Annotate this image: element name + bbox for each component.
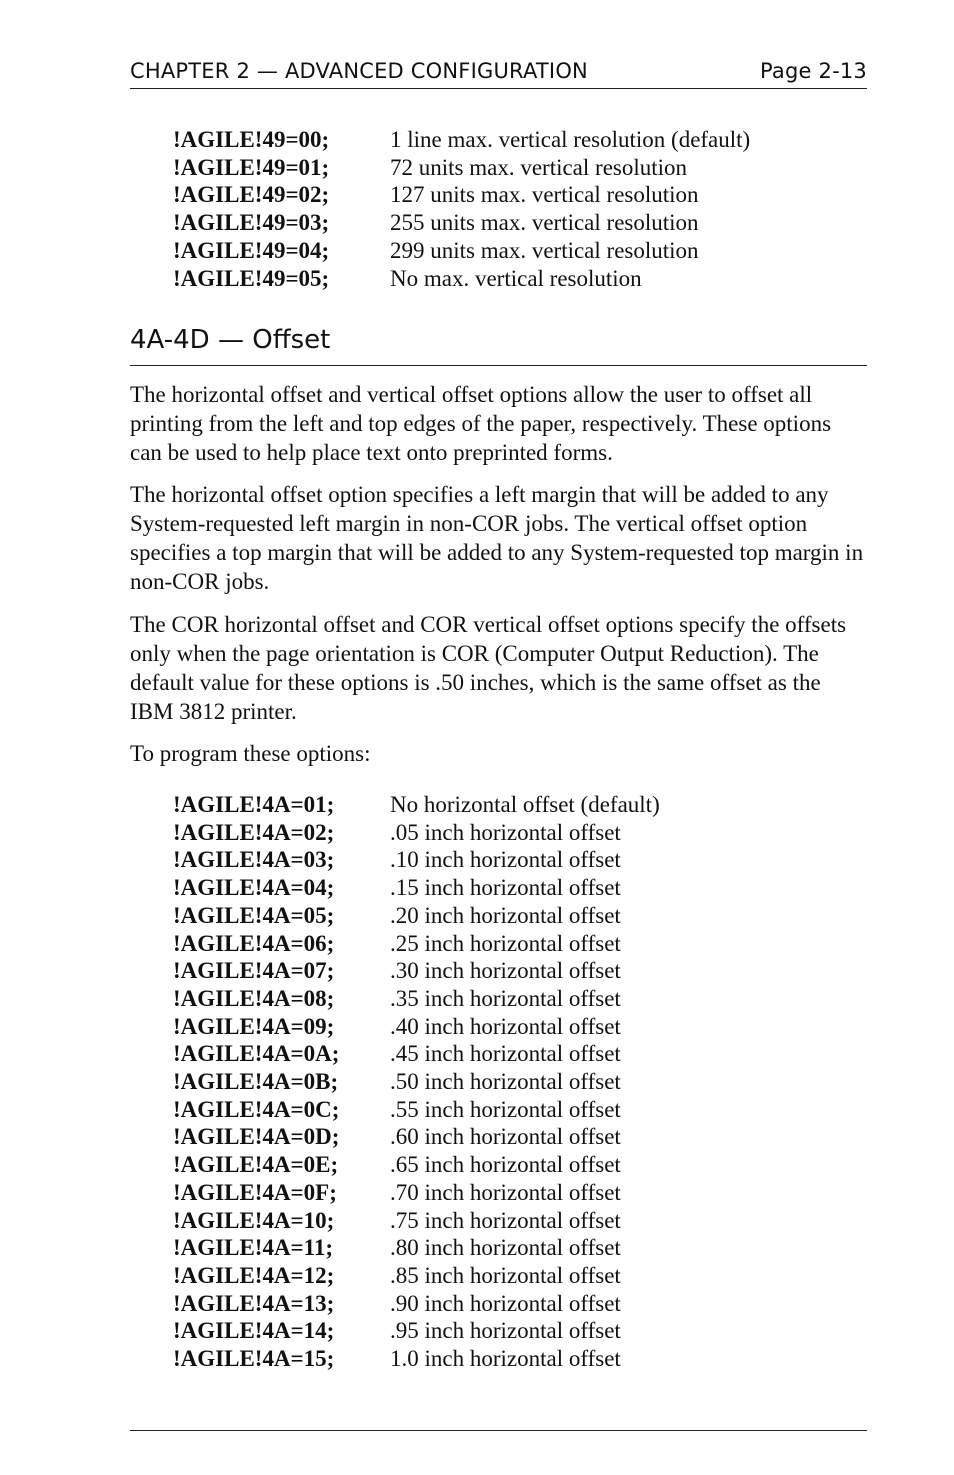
table-row — [173, 1151, 660, 1179]
option-4a-table — [173, 791, 660, 1373]
option-description: .60 inch horizontal offset — [390, 1124, 621, 1150]
option-description: .90 inch horizontal offset — [390, 1290, 621, 1316]
option-description: .80 inch horizontal offset — [390, 1235, 621, 1261]
option-description: .05 inch horizontal offset — [390, 819, 621, 845]
option-code: !AGILE!4A=06; — [173, 930, 335, 956]
table-row — [173, 1040, 660, 1068]
option-code: !AGILE!4A=0C; — [173, 1096, 340, 1122]
option-description: No max. vertical resolution — [390, 265, 642, 291]
option-code: !AGILE!49=00; — [173, 127, 330, 152]
table-row — [173, 1345, 660, 1373]
table-row — [173, 957, 660, 985]
option-code: !AGILE!4A=0F; — [173, 1179, 337, 1205]
option-49-table — [173, 126, 750, 292]
option-code: !AGILE!4A=11; — [173, 1235, 334, 1261]
option-code: !AGILE!49=03; — [173, 210, 330, 236]
page-number: Page 2-13 — [760, 59, 867, 83]
page-header — [130, 58, 867, 89]
table-row — [173, 791, 660, 819]
table-row — [173, 1123, 660, 1151]
option-code: !AGILE!4A=0A; — [173, 1041, 340, 1067]
option-description: .70 inch horizontal offset — [390, 1179, 621, 1205]
option-code: !AGILE!4A=14; — [173, 1318, 335, 1344]
option-description: .45 inch horizontal offset — [390, 1041, 621, 1067]
option-description: 1 line max. vertical resolution (default) — [390, 127, 751, 152]
option-description: .50 inch horizontal offset — [390, 1069, 621, 1095]
table-row — [173, 1317, 660, 1345]
table-row — [173, 265, 750, 293]
option-code: !AGILE!4A=08; — [173, 985, 335, 1011]
option-code: !AGILE!4A=15; — [173, 1346, 335, 1372]
option-description: .65 inch horizontal offset — [390, 1152, 621, 1178]
option-code: !AGILE!4A=12; — [173, 1262, 335, 1288]
option-description: 127 units max. vertical resolution — [390, 182, 699, 208]
body-paragraph-3: The COR horizontal offset and COR vertical offset options specify the offsets only when the page orientation is COR (Computer Output Reduction). The default value for these options is .50 inches, which is the same offset as the IBM 3812 printer. — [130, 612, 847, 724]
option-description: .55 inch horizontal offset — [390, 1096, 621, 1122]
body-paragraph-2: The horizontal offset option specifies a left margin that will be added to any System-requested left margin in non-COR jobs. The vertical offset option specifies a top margin that will be added to any System-requested top margin in non-COR jobs. — [130, 482, 864, 594]
option-code: !AGILE!4A=03; — [173, 847, 335, 873]
option-description: No horizontal offset (default) — [390, 792, 660, 817]
option-description: .25 inch horizontal offset — [390, 930, 621, 956]
option-code: !AGILE!4A=13; — [173, 1290, 335, 1316]
option-description: .75 inch horizontal offset — [390, 1207, 621, 1233]
option-code: !AGILE!4A=07; — [173, 958, 335, 984]
table-row — [173, 209, 750, 237]
option-description: .10 inch horizontal offset — [390, 847, 621, 873]
option-code: !AGILE!49=01; — [173, 154, 330, 180]
option-description: 1.0 inch horizontal offset — [390, 1346, 621, 1372]
body-paragraph-1: The horizontal offset and vertical offset options allow the user to offset all printing from the left and top edges of the paper, respectively. These options can be used to help place text onto preprinted forms. — [130, 382, 832, 465]
option-description: .30 inch horizontal offset — [390, 958, 621, 984]
table-row — [173, 237, 750, 265]
table-row — [173, 846, 660, 874]
table-row — [173, 1234, 660, 1262]
table-row — [173, 126, 750, 154]
option-description: .35 inch horizontal offset — [390, 985, 621, 1011]
table-row — [173, 985, 660, 1013]
option-code: !AGILE!4A=0D; — [173, 1124, 340, 1150]
option-description: 72 units max. vertical resolution — [390, 154, 688, 180]
table-row — [173, 1179, 660, 1207]
table-row — [173, 930, 660, 958]
option-code: !AGILE!4A=01; — [173, 792, 335, 817]
option-code: !AGILE!4A=05; — [173, 902, 335, 928]
option-description: .15 inch horizontal offset — [390, 875, 621, 901]
option-code: !AGILE!49=04; — [173, 237, 330, 263]
table-row — [173, 1096, 660, 1124]
table-row — [173, 1290, 660, 1318]
option-description: 299 units max. vertical resolution — [390, 237, 699, 263]
option-description: .40 inch horizontal offset — [390, 1013, 621, 1039]
option-code: !AGILE!49=05; — [173, 265, 330, 291]
chapter-title: CHAPTER 2 — ADVANCED CONFIGURATION — [130, 59, 588, 83]
table-row — [173, 1262, 660, 1290]
option-description: .95 inch horizontal offset — [390, 1318, 621, 1344]
body-paragraph-4: To program these options: — [130, 741, 371, 766]
option-code: !AGILE!4A=0B; — [173, 1069, 339, 1095]
table-row — [173, 819, 660, 847]
section-title: 4A-4D — Offset — [130, 325, 867, 366]
option-code: !AGILE!4A=10; — [173, 1207, 335, 1233]
table-row — [173, 181, 750, 209]
option-code: !AGILE!49=02; — [173, 182, 330, 208]
table-row — [173, 1013, 660, 1041]
option-code: !AGILE!4A=04; — [173, 875, 335, 901]
table-row — [173, 1068, 660, 1096]
option-description: .20 inch horizontal offset — [390, 902, 621, 928]
table-row — [173, 874, 660, 902]
option-code: !AGILE!4A=09; — [173, 1013, 335, 1039]
table-row — [173, 902, 660, 930]
table-row — [173, 1207, 660, 1235]
option-code: !AGILE!4A=0E; — [173, 1152, 339, 1178]
option-description: .85 inch horizontal offset — [390, 1262, 621, 1288]
option-description: 255 units max. vertical resolution — [390, 210, 699, 236]
option-code: !AGILE!4A=02; — [173, 819, 335, 845]
table-row — [173, 154, 750, 182]
footer-rule — [130, 1430, 867, 1431]
